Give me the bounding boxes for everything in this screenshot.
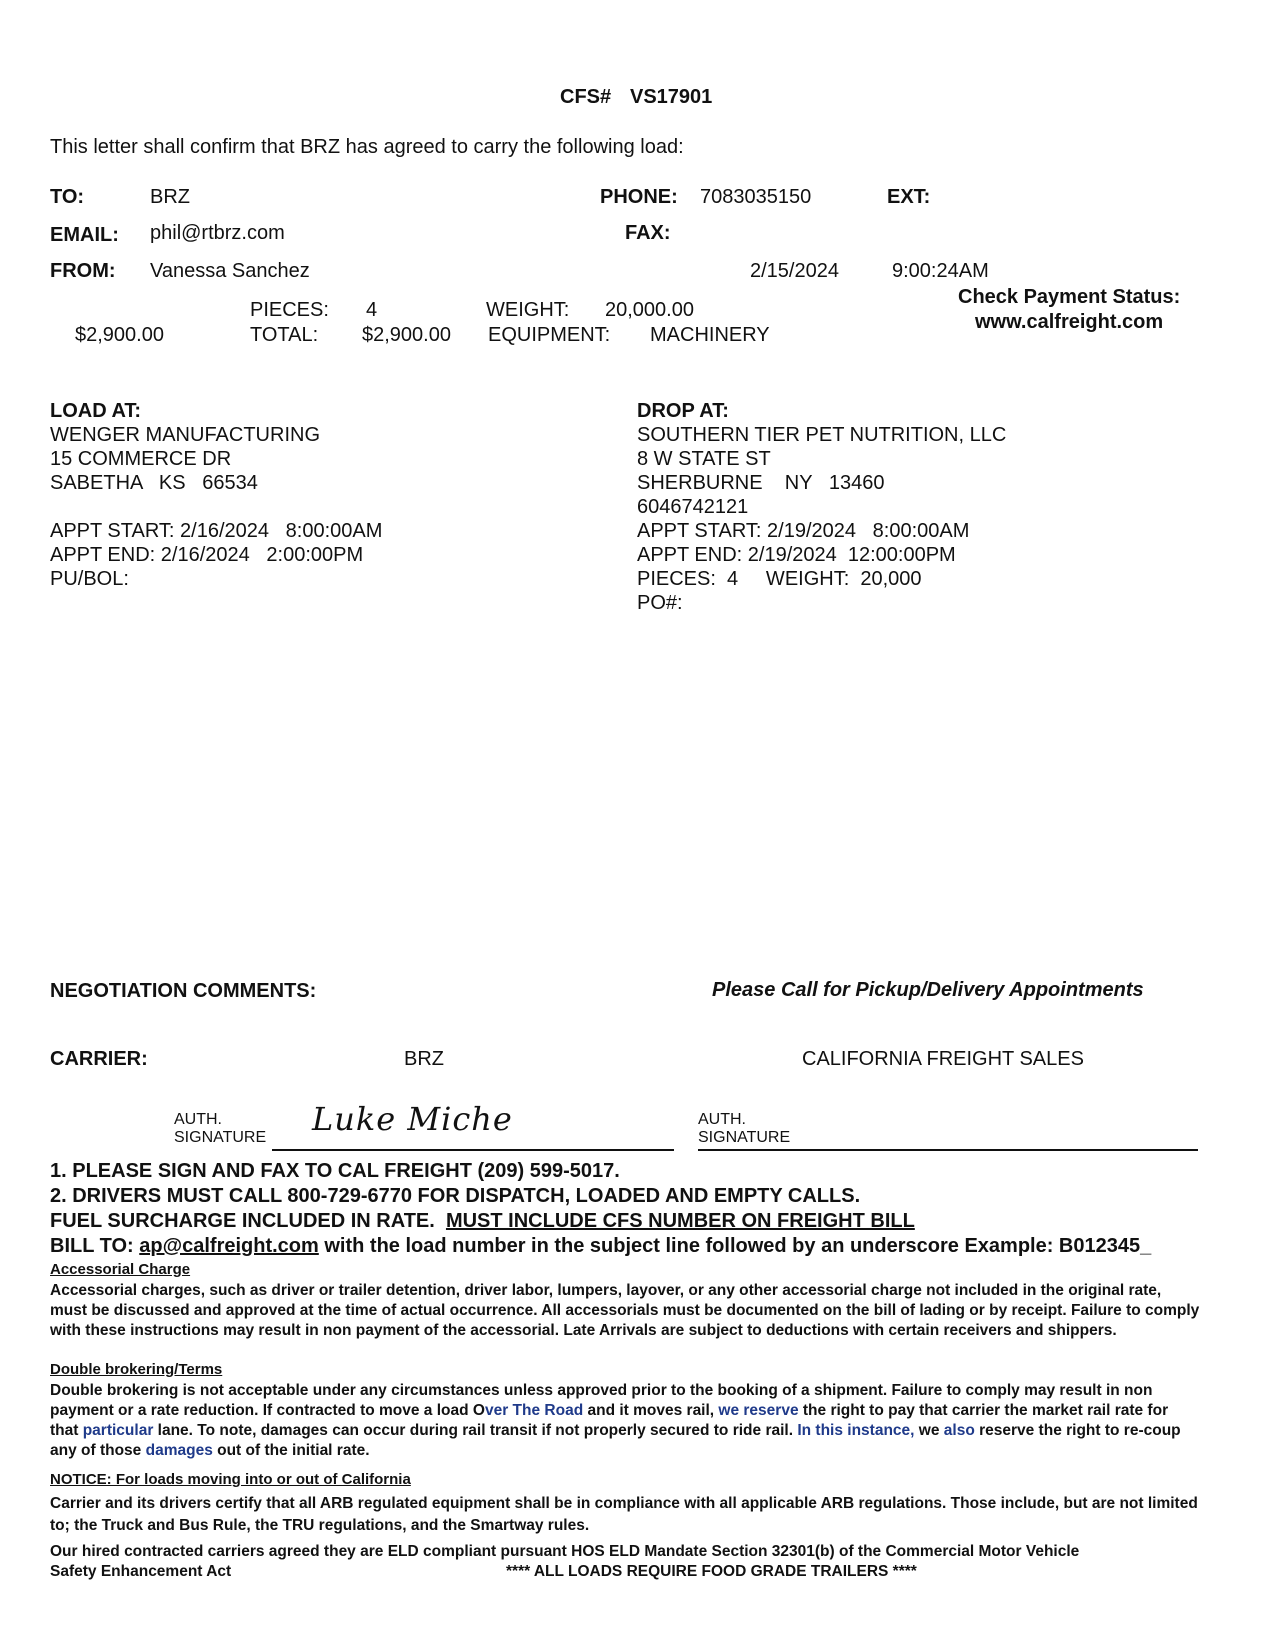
intro-text: This letter shall confirm that BRZ has agreed to carry the following load: [50,136,684,158]
eld-line-2: Safety Enhancement Act [50,1563,232,1580]
issue-date: 2/15/2024 [750,260,839,282]
eld-line-1: Our hired contracted carriers agreed they are ELD compliant pursuant HOS ELD Mandate Section 32301(b) of the Commercial Motor Vehicle [50,1543,1080,1560]
broker-signature-line [698,1149,1198,1151]
accessorial-heading: Accessorial Charge [50,1261,191,1278]
drop-at-po: PO#: [637,592,683,614]
from-label: FROM: [50,260,116,282]
load-at-name: WENGER MANUFACTURING [50,424,320,446]
drop-at-pieces-weight: PIECES: 4 WEIGHT: 20,000 [637,568,922,590]
notice-text: Carrier and its drivers certify that all ARB regulated equipment shall be in compliance with all applicable ARB regulations. Those include, but are not limited to; the Truck and Bus Rule, the TRU regulations, and the Smartway rules. [50,1495,1198,1534]
instruction-1: 1. PLEASE SIGN AND FAX TO CAL FREIGHT (209) 599-5017. [50,1160,620,1182]
broker-auth-label: AUTH. [698,1111,746,1128]
to-label: TO: [50,186,85,208]
bill-to-email[interactable]: ap@calfreight.com [139,1235,319,1257]
cfs-number: VS17901 [630,86,713,108]
instruction-2: 2. DRIVERS MUST CALL 800-729-6770 FOR DISPATCH, LOADED AND EMPTY CALLS. [50,1185,861,1207]
drop-at-name: SOUTHERN TIER PET NUTRITION, LLC [637,424,1007,446]
negotiation-label: NEGOTIATION COMMENTS: [50,980,317,1002]
bill-to-text: with the load number in the subject line followed by an underscore Example: B012345_ [318,1235,1152,1257]
carrier-name: BRZ [404,1048,444,1070]
email-label: EMAIL: [50,224,119,246]
equipment-value: MACHINERY [650,324,770,346]
load-at-appt-end: APPT END: 2/16/2024 2:00:00PM [50,544,364,566]
food-grade-notice: **** ALL LOADS REQUIRE FOOD GRADE TRAILERS **** [506,1563,917,1580]
ext-label: EXT: [887,186,931,208]
rate-value: $2,900.00 [75,324,164,346]
drop-at-appt-start: APPT START: 2/19/2024 8:00:00AM [637,520,970,542]
from-value: Vanessa Sanchez [150,260,310,282]
total-label: TOTAL: [250,324,319,346]
instruction-3 [50,1210,915,1233]
bill-to-label: BILL TO: [50,1235,134,1257]
double-brokering-heading: Double brokering/Terms [50,1361,223,1378]
carrier-signature-label: SIGNATURE [174,1129,267,1146]
drop-at-appt-end: APPT END: 2/19/2024 12:00:00PM [637,544,956,566]
phone-value: 7083035150 [700,186,812,208]
load-at-city: SABETHA KS 66534 [50,472,258,494]
double-brokering-text: Double brokering is not acceptable under any circumstances unless approved prior to the booking of a shipment. Failure to comply may result in non payment or a rate reduction. If contracted to move a load Over The Road and it moves rail, we reserve the right to pay that carrier the market rail rate for that particular lane. To note, damages can occur during rail transit if not properly secured to ride rail. In this instance, we also reserve the right to re-coup any of those damages out of the initial rate. [50,1382,1181,1459]
pieces-label: PIECES: [250,299,329,321]
notice-heading: NOTICE: For loads moving into or out of California [50,1471,411,1488]
carrier-label: CARRIER: [50,1048,148,1070]
carrier-signature-line [272,1149,674,1151]
carrier-signature-image: Luke Miche [312,1100,513,1138]
fax-label: FAX: [625,222,671,244]
phone-label: PHONE: [600,186,678,208]
carrier-auth-label: AUTH. [174,1111,222,1128]
bill-to-line [50,1235,1151,1258]
fuel-surcharge-text: FUEL SURCHARGE INCLUDED IN RATE. [50,1210,435,1232]
equipment-label: EQUIPMENT: [488,324,611,346]
email-value: phil@rtbrz.com [150,222,285,244]
broker-signature-label: SIGNATURE [698,1129,791,1146]
drop-at-street: 8 W STATE ST [637,448,771,470]
load-at-street: 15 COMMERCE DR [50,448,232,470]
pieces-value: 4 [366,299,378,321]
pu-bol: PU/BOL: [50,568,129,590]
drop-at-phone: 6046742121 [637,496,749,518]
total-value: $2,900.00 [362,324,451,346]
load-at-label: LOAD AT: [50,400,142,422]
accessorial-text: Accessorial charges, such as driver or trailer detention, driver labor, lumpers, layover, or any other accessorial charge not included in the original rate, must be discussed and approved at the time of actual occurrence. All accessorials must be documented on the bill of lading or by receipt. Failure to comply with these instructions may result in non payment of the accessorial. Late Arrivals are subject to deductions with certain receivers and shippers. [50,1282,1200,1339]
issue-time: 9:00:24AM [892,260,989,282]
load-at-appt-start: APPT START: 2/16/2024 8:00:00AM [50,520,383,542]
weight-label: WEIGHT: [486,299,570,321]
payment-status-url[interactable]: www.calfreight.com [975,311,1164,333]
cfs-number-requirement: MUST INCLUDE CFS NUMBER ON FREIGHT BILL [445,1210,915,1232]
weight-value: 20,000.00 [605,299,694,321]
drop-at-label: DROP AT: [637,400,729,422]
negotiation-note: Please Call for Pickup/Delivery Appointments [712,979,1144,1001]
cfs-label: CFS# [560,86,612,108]
drop-at-city: SHERBURNE NY 13460 [637,472,885,494]
broker-name: CALIFORNIA FREIGHT SALES [802,1048,1084,1070]
payment-status-label: Check Payment Status: [958,286,1181,308]
to-value: BRZ [150,186,190,208]
